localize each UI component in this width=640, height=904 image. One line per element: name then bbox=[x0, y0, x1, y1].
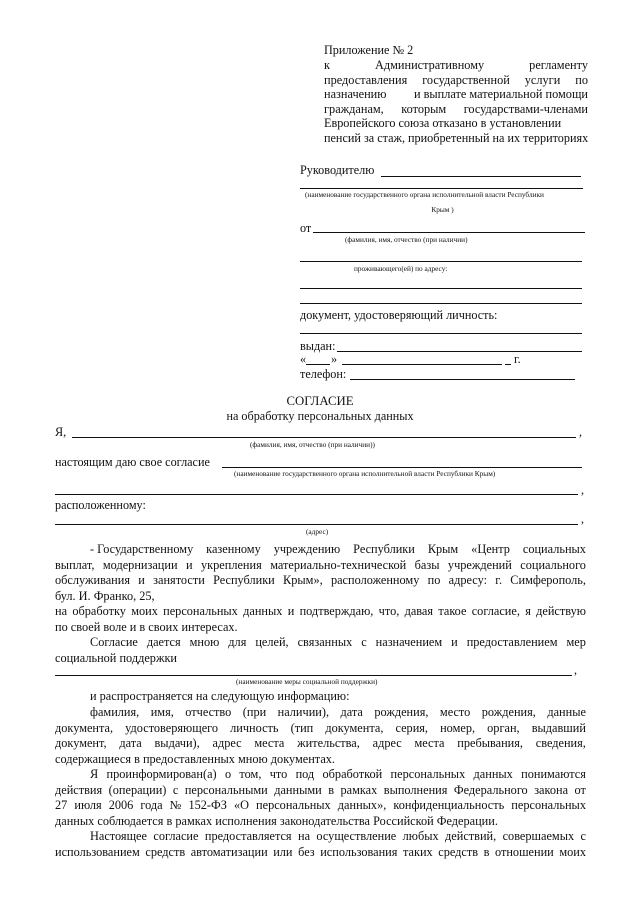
issued-by-field[interactable] bbox=[337, 351, 582, 352]
paragraph-line: - Государственному казенному учреждению Республики Крым «Центр социальных bbox=[90, 542, 586, 556]
fio-hint: (фамилия, имя, отчество (при наличии) bbox=[345, 235, 468, 244]
consenter-name-field[interactable] bbox=[72, 437, 576, 438]
org-address-field[interactable] bbox=[55, 524, 578, 525]
paragraph-line: 27 июля 2006 года № 152-ФЗ «О персональных данных», конфиденциальность персональных bbox=[55, 798, 586, 812]
address-field[interactable] bbox=[300, 303, 582, 304]
consent-org-field[interactable] bbox=[55, 494, 578, 495]
consent-to-label: настоящим даю свое согласие bbox=[55, 455, 210, 469]
applicant-name-field[interactable] bbox=[313, 232, 585, 233]
appendix-line: пенсий за стаж, приобретенный на их территориях bbox=[324, 130, 589, 145]
paragraph-line: содержащиеся в предоставленных мною документах. bbox=[55, 751, 336, 766]
to-label: Руководителю bbox=[300, 163, 375, 177]
addressee-org-field[interactable] bbox=[300, 188, 583, 189]
support-measure-field[interactable] bbox=[55, 675, 572, 676]
addressee-name-field[interactable] bbox=[381, 176, 581, 177]
paragraph-line: бул. И. Франко, 25, bbox=[55, 588, 155, 603]
phone-label: телефон: bbox=[300, 367, 347, 381]
address-field[interactable] bbox=[300, 261, 582, 262]
paragraph-line: на обработку моих персональных данных и подтверждаю, что, давая такое согласие, я действую bbox=[55, 604, 586, 618]
paragraph-line: фамилия, имя, отчество (при наличии), дата рождения, место рождения, данные bbox=[90, 705, 586, 719]
paragraph-line: и распространяется на следующую информацию: bbox=[90, 689, 350, 703]
comma: , bbox=[579, 425, 583, 439]
date-open-quote: « bbox=[300, 352, 307, 366]
paragraph-line: выплат, модернизации и укрепления материально-технической базы учреждений социального bbox=[55, 557, 586, 572]
paragraph-line: документа, удостоверяющего личность (тип документа, серия, номер, орган, выдавший bbox=[55, 720, 586, 735]
appendix-number: Приложение № 2 bbox=[324, 43, 414, 57]
document-subtitle: на обработку персональных данных bbox=[226, 409, 414, 423]
org-hint: (наименование государственного органа исполнительной власти Республики Крым) bbox=[234, 469, 496, 478]
measure-hint: (наименование меры социальной поддержки) bbox=[236, 677, 378, 686]
comma: , bbox=[581, 512, 585, 526]
paragraph-line: действия (операции) с персональными данными в рамках выполнения Федерального закона от bbox=[55, 782, 586, 797]
address-hint: проживающего(ей) по адресу: bbox=[354, 264, 448, 273]
located-label: расположенному: bbox=[55, 498, 146, 512]
year-suffix: г. bbox=[514, 352, 521, 366]
paragraph-line: по своей воле и в своих интересах. bbox=[55, 619, 238, 634]
paragraph-line: обслуживания и занятости Республики Крым», расположенному по адресу: г. Симферополь, bbox=[55, 573, 586, 587]
comma: , bbox=[574, 663, 578, 677]
consent-org-field[interactable] bbox=[222, 467, 582, 468]
appendix-line: назначению и выплате материальной помощи bbox=[324, 87, 588, 101]
paragraph-line: Я проинформирован(а) о том, что под обработкой персональных данных понимаются bbox=[90, 767, 586, 781]
appendix-line: Европейского союза отказано в установлении bbox=[324, 116, 562, 130]
phone-field[interactable] bbox=[350, 379, 575, 380]
id-doc-label: документ, удостоверяющий личность: bbox=[300, 308, 498, 322]
appendix-line: гражданам, которым государствами-членами bbox=[324, 101, 588, 116]
paragraph-line: Согласие дается мною для целей, связанных с назначением и предоставлением мер bbox=[90, 635, 586, 649]
comma: , bbox=[581, 483, 585, 497]
paragraph-line: использованием средств автоматизации или без использования таких средств в отношении моих bbox=[55, 844, 586, 859]
paragraph-line: Настоящее согласие предоставляется на осуществление любых действий, совершаемых с bbox=[90, 829, 586, 843]
i-label: Я, bbox=[55, 425, 67, 439]
id-doc-field[interactable] bbox=[300, 333, 582, 334]
issue-year-field[interactable] bbox=[505, 364, 511, 365]
issue-month-field[interactable] bbox=[342, 364, 502, 365]
paragraph-line: данных соблюдается в рамках исполнения законодательства Российской Федерации. bbox=[55, 813, 498, 828]
appendix-line: предоставления государственной услуги по bbox=[324, 72, 588, 87]
paragraph-line: социальной поддержки bbox=[55, 650, 178, 665]
org-hint: Крым ) bbox=[431, 205, 454, 214]
issue-day-field[interactable] bbox=[306, 364, 330, 365]
issued-label: выдан: bbox=[300, 339, 336, 353]
fio-hint: (фамилия, имя, отчество (при наличии)) bbox=[250, 440, 375, 449]
document-title: СОГЛАСИЕ bbox=[286, 394, 354, 408]
appendix-line: к Административному регламенту bbox=[324, 58, 588, 72]
from-label: от bbox=[300, 221, 312, 235]
paragraph-line: документ, дата выдачи), адрес места жительства, адрес места пребывания, сведения, bbox=[55, 736, 586, 750]
address-hint: (адрес) bbox=[306, 527, 329, 536]
date-close-quote: » bbox=[331, 352, 338, 366]
address-field[interactable] bbox=[300, 288, 582, 289]
org-hint: (наименование государственного органа исполнительной власти Республики bbox=[305, 190, 544, 199]
